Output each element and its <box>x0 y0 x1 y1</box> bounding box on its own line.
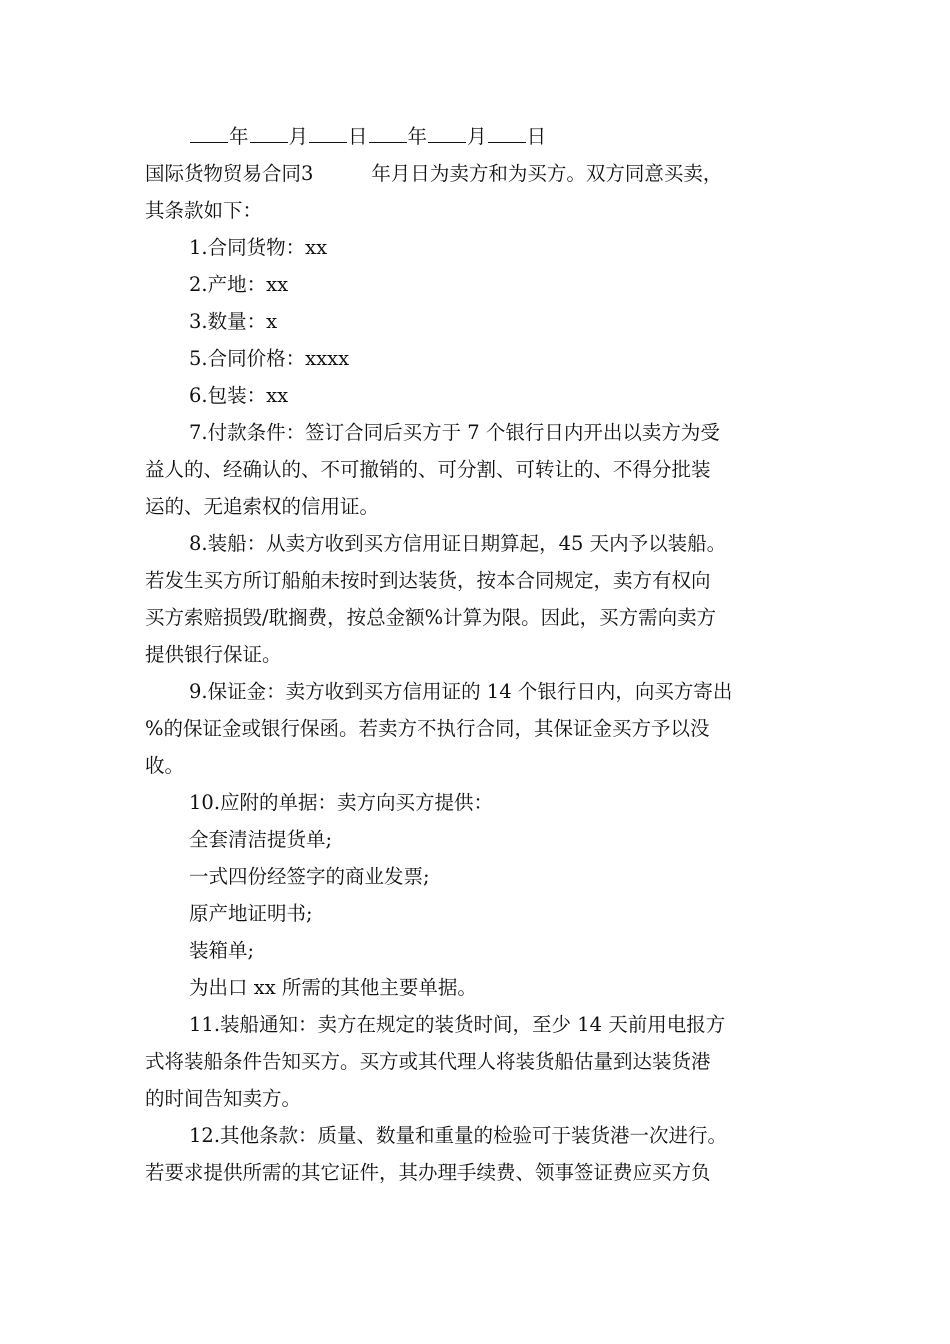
item-origin: 2.产地：xx <box>189 273 289 296</box>
date-unit-year: 年 <box>229 125 249 148</box>
document-body <box>145 118 807 1191</box>
date-unit-day: 日 <box>526 125 547 148</box>
clause-12-line-1: 12.其他条款：质量、数量和重量的检验可于装货港一次进行。 <box>189 1124 728 1147</box>
date-blank <box>309 120 347 143</box>
clause-11-line-1: 11.装船通知：卖方在规定的装货时间，至少 14 天前用电报方 <box>189 1013 726 1036</box>
date-unit-year: 年 <box>407 125 428 148</box>
item-price: 5.合同价格：xxxx <box>189 347 350 370</box>
clause-10-doc: 原产地证明书; <box>189 902 313 925</box>
date-blank <box>190 120 228 143</box>
date-blank <box>369 120 407 143</box>
date-unit-day: 日 <box>348 125 368 148</box>
clause-10-doc: 全套清洁提货单; <box>189 828 333 851</box>
date-blank <box>250 120 288 143</box>
clause-8-line-2: 若发生买方所订船舶未按时到达装货，按本合同规定，卖方有权向 <box>145 569 711 592</box>
clause-8-line-1: 8.装船：从卖方收到买方信用证日期算起，45 天内予以装船。 <box>189 532 727 555</box>
intro-text: 年月日为卖方和为买方。双方同意买卖， <box>371 162 723 185</box>
date-blank <box>488 120 526 143</box>
date-unit-month: 月 <box>467 125 487 148</box>
clause-11-line-2: 式将装船条件告知买方。买方或其代理人将装货船估量到达装货港 <box>145 1050 711 1073</box>
date-unit-month: 月 <box>288 125 309 148</box>
clause-10-doc: 一式四份经签字的商业发票; <box>189 865 430 888</box>
item-goods: 1.合同货物：xx <box>189 236 328 259</box>
clause-7-line-2: 益人的、经确认的、不可撤销的、可分割、可转让的、不得分批装 <box>145 458 711 481</box>
intro-line-2: 其条款如下： <box>145 199 263 222</box>
clause-11-line-3: 的时间告知卖方。 <box>145 1087 302 1110</box>
clause-9-line-2: %的保证金或银行保函。若卖方不执行合同，其保证金买方予以没 <box>145 717 710 740</box>
clause-8-line-3: 买方索赔损毁/耽搁费，按总金额%计算为限。因此，买方需向卖方 <box>145 606 717 629</box>
clause-12-line-2: 若要求提供所需的其它证件，其办理手续费、领事签证费应买方负 <box>145 1161 711 1184</box>
date-blank <box>428 120 466 143</box>
item-quantity: 3.数量：x <box>189 310 278 333</box>
contract-title: 国际货物贸易合同3 <box>145 162 314 185</box>
item-packing: 6.包装：xx <box>189 384 289 407</box>
clause-7-line-3: 运的、无追索权的信用证。 <box>145 495 380 518</box>
clause-7-line-1: 7.付款条件：签订合同后买方于 7 个银行日内开出以卖方为受 <box>189 421 720 444</box>
clause-10-doc: 为出口 xx 所需的其他主要单据。 <box>189 976 477 999</box>
clause-8-line-4: 提供银行保证。 <box>145 643 282 666</box>
clause-9-line-3: 收。 <box>145 754 185 777</box>
date-line <box>145 118 807 155</box>
intro-line <box>145 155 807 192</box>
clause-10-title: 10.应附的单据：卖方向买方提供： <box>189 791 494 814</box>
clause-10-doc: 装箱单; <box>189 939 255 962</box>
clause-9-line-1: 9.保证金：卖方收到买方信用证的 14 个银行日内，向买方寄出 <box>189 680 733 703</box>
